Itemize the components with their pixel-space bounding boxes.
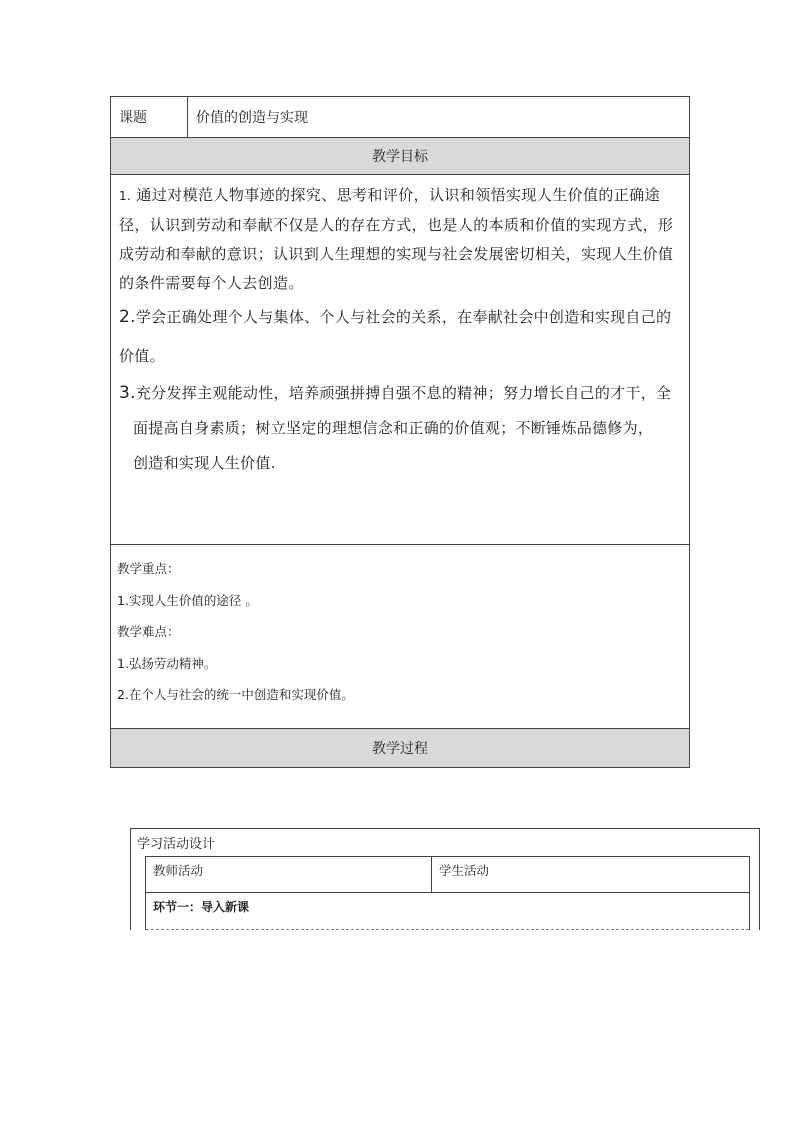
- process-header: 教学过程: [111, 729, 689, 767]
- difficulty-item-2: 2.在个人与社会的统一中创造和实现价值。: [117, 687, 354, 702]
- objective-3: [119, 376, 681, 481]
- activity-table-left-border: [130, 856, 131, 930]
- topic-value: 价值的创造与实现: [196, 110, 308, 126]
- activity-header-row: [146, 856, 749, 893]
- objectives-body: [111, 175, 689, 545]
- lesson-plan-table: [110, 96, 690, 768]
- key-points-section: [111, 545, 689, 729]
- objective-1-text: 通过对模范人物事迹的探究、思考和评价，认识和领悟实现人生价值的正确途径，认识到劳动和奉献不仅是人的存在方式，也是人的本质和价值的实现方式，形成劳动和奉献的意识；认识到人生理想的实现与社会发展密切相关，实现人生价值的条件需要每个人去创造。: [119, 186, 674, 292]
- activity-table-title: 学习活动设计: [130, 828, 760, 856]
- objective-1-number: 1.: [119, 189, 132, 203]
- difficulty-item-1: 1.弘扬劳动精神。: [117, 655, 217, 671]
- topic-label: 课题: [111, 97, 188, 137]
- teacher-activity-column: 教师活动: [146, 857, 432, 892]
- objective-1: [119, 181, 681, 298]
- objectives-header: 教学目标: [111, 138, 689, 175]
- student-activity-column: 学生活动: [439, 863, 490, 878]
- objective-3-text-last: 创造和实现人生价值.: [133, 454, 276, 472]
- topic-row: [111, 97, 689, 138]
- objective-3-text-first: 充分发挥主观能动性，培养顽强拼搏自强不息的精神；努力增长自己的才干，全: [135, 384, 672, 402]
- objective-3-number: 3.: [119, 383, 136, 403]
- objective-3-text-rest: 面提高自身素质；树立坚定的理想信念和正确的价值观；不断锤炼品德修为，: [133, 419, 654, 437]
- difficulty-label: 教学难点：: [117, 624, 180, 639]
- objective-2: [119, 298, 681, 376]
- focus-item-1: 1.实现人生价值的途径 。: [117, 592, 258, 608]
- focus-label: 教学重点：: [117, 561, 180, 576]
- segment-1-title: 环节一：导入新课: [146, 893, 749, 930]
- activity-table-inner: [145, 856, 750, 930]
- activity-table-right-border: [759, 856, 760, 930]
- objective-2-number: 2.: [119, 307, 136, 327]
- objective-2-text: 学会正确处理个人与集体、个人与社会的关系，在奉献社会中创造和实现自己的价值。: [119, 308, 672, 365]
